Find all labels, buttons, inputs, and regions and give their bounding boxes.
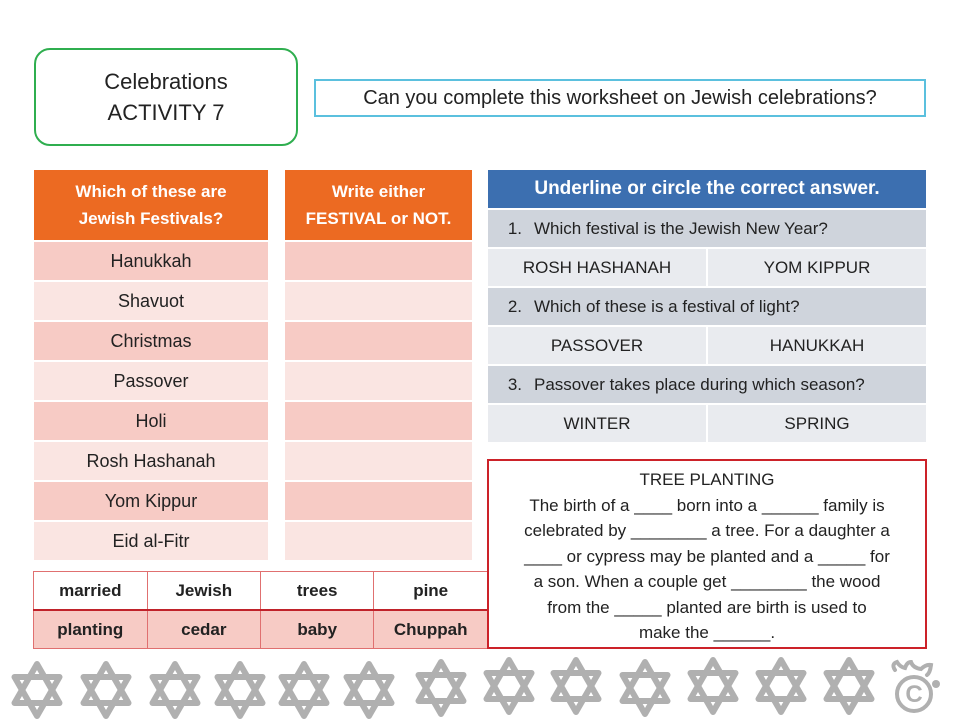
word-bank-item: baby: [261, 610, 374, 649]
tree-planting-line: celebrated by ________ a tree. For a daughter a: [524, 521, 890, 540]
tree-planting-line: The birth of a ____ born into a ______ family is: [529, 495, 885, 515]
answer-cell[interactable]: [285, 522, 472, 560]
tree-planting-line: a son. When a couple get ________ the wood: [533, 572, 881, 591]
quiz-question: [488, 288, 926, 325]
answers-column: [285, 170, 472, 560]
festival-item: Eid al-Fitr: [34, 522, 268, 560]
answer-option[interactable]: HANUKKAH: [708, 327, 926, 364]
festival-item: Christmas: [34, 322, 268, 360]
activity-title-box: [34, 48, 298, 146]
answer-cell[interactable]: [285, 402, 472, 440]
festival-item: Holi: [34, 402, 268, 440]
answer-option[interactable]: SPRING: [708, 405, 926, 442]
star-of-david-icon: [347, 664, 392, 716]
star-of-david-icon: [419, 662, 464, 714]
star-of-david-icon: [691, 660, 736, 712]
festivals-header-line1: Which of these are: [75, 182, 227, 201]
star-of-david-icon: [487, 660, 532, 712]
answer-option[interactable]: YOM KIPPUR: [708, 249, 926, 286]
star-of-david-icon: [554, 660, 599, 712]
word-bank-item: cedar: [147, 610, 260, 649]
star-of-david-icon: [623, 662, 668, 714]
star-of-david-icon: [282, 664, 327, 716]
question-text: Which of these is a festival of light?: [534, 296, 800, 316]
answer-cell[interactable]: [285, 362, 472, 400]
festivals-header: [34, 170, 268, 240]
copyright-moose-icon: [893, 662, 940, 711]
answer-cell[interactable]: [285, 242, 472, 280]
star-of-david-icon: [84, 664, 129, 716]
answers-header-line1: Write either: [331, 182, 426, 201]
worksheet-prompt-text: Can you complete this worksheet on Jewish celebrations?: [363, 86, 877, 109]
word-bank-item: planting: [34, 610, 148, 649]
word-bank-item: Chuppah: [374, 610, 487, 649]
word-bank-item: trees: [261, 572, 374, 611]
quiz-options: [488, 327, 926, 364]
tree-planting-line: from the _____ planted are birth is used to: [547, 597, 867, 617]
tree-planting-line: ____ or cypress may be planted and a _____ for: [524, 546, 890, 566]
answer-cell[interactable]: [285, 442, 472, 480]
answers-header-line2: FESTIVAL or NOT.: [305, 209, 452, 228]
answer-option[interactable]: ROSH HASHANAH: [488, 249, 706, 286]
question-number: 3.: [507, 374, 522, 394]
word-bank-item: pine: [374, 572, 487, 611]
quiz-question: [488, 210, 926, 247]
quiz-panel: [488, 170, 926, 442]
question-text: Which festival is the Jewish New Year?: [534, 218, 828, 238]
worksheet-prompt: [314, 79, 926, 117]
star-of-david-icon: [153, 664, 198, 716]
question-number: 1.: [507, 218, 522, 238]
quiz-header: Underline or circle the correct answer.: [488, 170, 926, 208]
activity-title-line2: ACTIVITY 7: [107, 100, 225, 125]
answer-option[interactable]: PASSOVER: [488, 327, 706, 364]
word-bank-item: married: [34, 572, 148, 611]
festival-item: Passover: [34, 362, 268, 400]
festival-item: Hanukkah: [34, 242, 268, 280]
festival-item: Yom Kippur: [34, 482, 268, 520]
answers-header: [285, 170, 472, 240]
tree-planting-line: make the ______.: [638, 623, 776, 642]
festivals-header-line2: Jewish Festivals?: [78, 209, 224, 228]
quiz-question: [488, 366, 926, 403]
question-text: Passover takes place during which season?: [534, 374, 865, 394]
star-of-david-icon: [15, 664, 60, 716]
word-bank: [33, 571, 487, 649]
answer-cell[interactable]: [285, 322, 472, 360]
festivals-column: [34, 170, 268, 560]
tree-planting-box: [487, 459, 927, 649]
answer-cell[interactable]: [285, 482, 472, 520]
star-of-david-icon: [759, 660, 804, 712]
star-of-david-icon: [827, 660, 872, 712]
answer-option[interactable]: WINTER: [488, 405, 706, 442]
quiz-options: [488, 249, 926, 286]
answer-cell[interactable]: [285, 282, 472, 320]
activity-title-line1: Celebrations: [104, 69, 228, 94]
question-number: 2.: [507, 296, 522, 316]
tree-planting-title: TREE PLANTING: [639, 470, 775, 489]
quiz-options: [488, 405, 926, 442]
word-bank-item: Jewish: [147, 572, 260, 611]
festival-item: Shavuot: [34, 282, 268, 320]
star-of-david-border: [0, 656, 960, 720]
svg-text:C: C: [905, 681, 923, 708]
star-of-david-icon: [218, 664, 263, 716]
festival-item: Rosh Hashanah: [34, 442, 268, 480]
